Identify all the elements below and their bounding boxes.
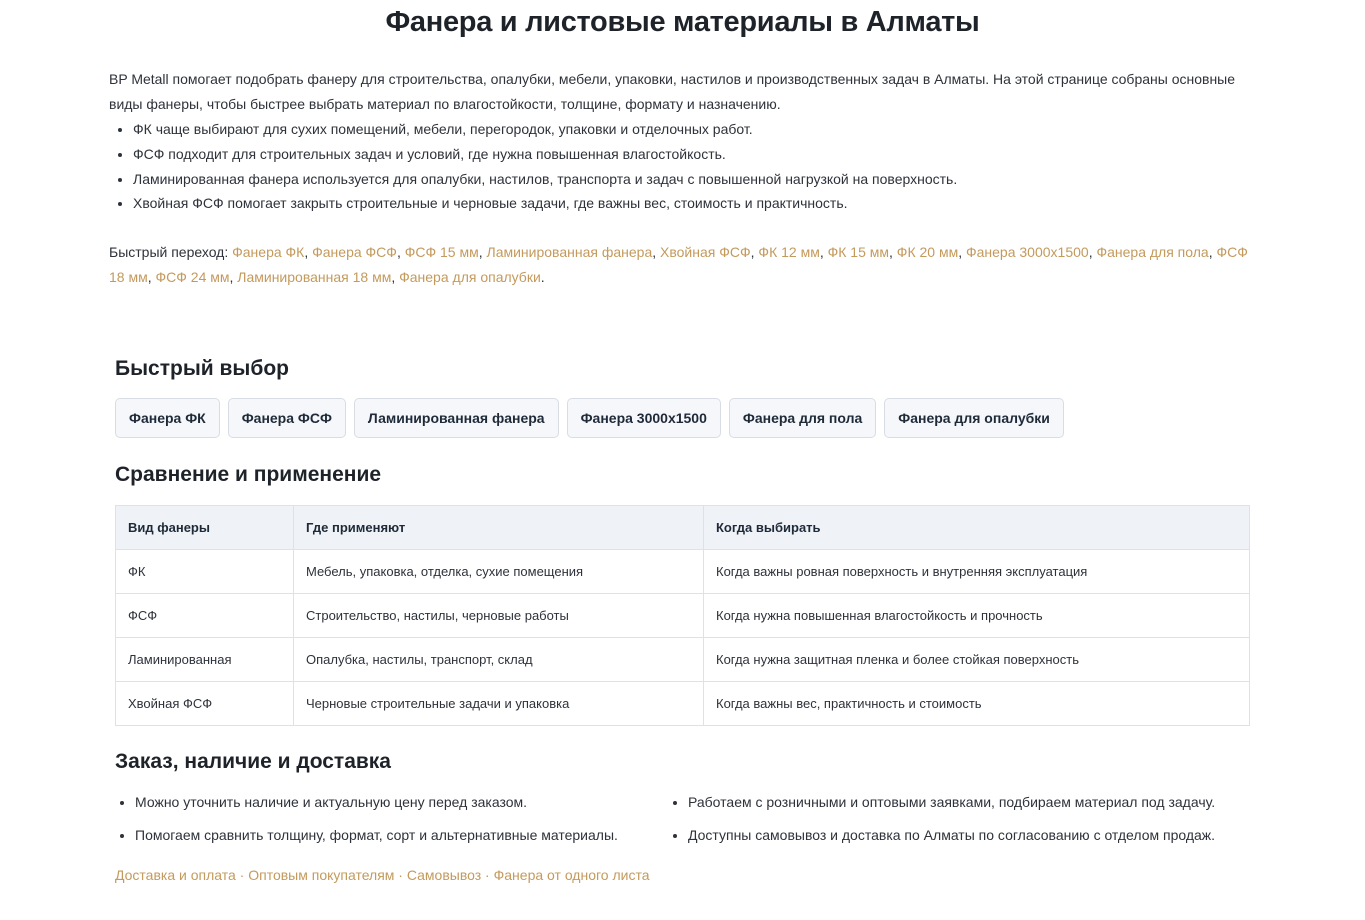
quick-nav-link[interactable]: Ламинированная 18 мм: [237, 269, 392, 285]
table-cell: Когда нужна повышенная влагостойкость и прочность: [704, 594, 1250, 638]
quick-select-chips: [115, 398, 1064, 438]
table-row: [116, 682, 1250, 726]
quick-nav-separator: ,: [652, 244, 661, 260]
order-item: • Помогаем сравнить толщину, формат, сорт и альтернативные материалы.: [135, 823, 668, 848]
quick-nav-link[interactable]: ФСФ 24 мм: [155, 269, 230, 285]
wholesale-link[interactable]: Оптовым покупателям: [248, 867, 395, 883]
chip-fanera-fk[interactable]: Фанера ФК: [115, 398, 220, 438]
table-cell: Хвойная ФСФ: [116, 682, 294, 726]
intro-bullet: • ФСФ подходит для строительных задач и условий, где нужна повышенная влагостойкость.: [133, 142, 957, 167]
quick-nav-end: .: [540, 269, 545, 285]
quick-nav-link[interactable]: ФСФ 18 мм: [109, 244, 1248, 285]
order-info: [115, 790, 1265, 856]
order-item: • Можно уточнить наличие и актуальную цену перед заказом.: [135, 790, 668, 815]
order-column-left: [115, 790, 668, 856]
quick-nav-link[interactable]: Хвойная ФСФ: [660, 244, 751, 260]
footer-separator: ·: [481, 867, 494, 883]
table-cell: Когда важны вес, практичность и стоимость: [704, 682, 1250, 726]
quick-nav-separator: ,: [889, 244, 897, 260]
quick-nav-link[interactable]: Фанера ФСФ: [312, 244, 397, 260]
order-item: • Доступны самовывоз и доставка по Алматы по согласованию с отделом продаж.: [688, 823, 1258, 848]
quick-nav-link[interactable]: ФК 20 мм: [896, 244, 959, 260]
chip-3000x1500[interactable]: Фанера 3000х1500: [567, 398, 721, 438]
quick-nav-separator: ,: [391, 269, 400, 285]
quick-nav-label: Быстрый переход:: [109, 244, 229, 260]
order-item: • Работаем с розничными и оптовыми заявками, подбираем материал под задачу.: [688, 790, 1258, 815]
quick-nav-separator: ,: [819, 244, 828, 260]
quick-nav: [109, 240, 1259, 290]
column-header: Вид фанеры: [116, 506, 294, 550]
intro-paragraph: BP Metall помогает подобрать фанеру для строительства, опалубки, мебели, упаковки, настилов и производственных задач в Алматы. На этой странице собраны основные виды фанеры, чтобы быстрее выбрать материал по влагостойкости, толщине, формату и назначению.: [109, 71, 1236, 112]
table-cell: Черновые строительные задачи и упаковка: [294, 682, 704, 726]
intro-bullet: • ФК чаще выбирают для сухих помещений, мебели, перегородок, упаковки и отделочных работ.: [133, 117, 957, 142]
table-cell: Когда важны ровная поверхность и внутренняя эксплуатация: [704, 550, 1250, 594]
intro-bullets: [109, 117, 957, 216]
footer-separator: ·: [235, 867, 249, 883]
table-cell: Мебель, упаковка, отделка, сухие помещения: [294, 550, 704, 594]
order-list: [115, 790, 668, 848]
intro-bullet: • Ламинированная фанера используется для опалубки, настилов, транспорта и задач с повышенной нагрузкой на поверхность.: [133, 167, 957, 192]
table-cell: ФСФ: [116, 594, 294, 638]
intro-text: [109, 67, 1259, 117]
page-title: Фанера и листовые материалы в Алматы: [385, 6, 980, 38]
quick-nav-link[interactable]: ФСФ 15 мм: [404, 244, 479, 260]
footer-separator: ·: [394, 867, 407, 883]
table-row: [116, 594, 1250, 638]
pickup-link[interactable]: Самовывоз: [406, 867, 482, 883]
chip-fanera-fsf[interactable]: Фанера ФСФ: [228, 398, 346, 438]
intro-bullet: • Хвойная ФСФ помогает закрыть строительные и черновые задачи, где важны вес, стоимость и практичность.: [133, 191, 957, 216]
quick-nav-separator: ,: [229, 269, 238, 285]
table-cell: Опалубка, настилы, транспорт, склад: [294, 638, 704, 682]
table-header-row: [116, 506, 1250, 550]
order-column-right: [668, 790, 1258, 856]
quick-nav-link[interactable]: ФК 12 мм: [758, 244, 820, 260]
quick-nav-link[interactable]: Фанера 3000х1500: [965, 244, 1089, 260]
comparison-table: [115, 505, 1250, 726]
comparison-heading: Сравнение и применение: [115, 463, 382, 486]
quick-nav-separator: ,: [1088, 244, 1097, 260]
chip-floor[interactable]: Фанера для пола: [729, 398, 876, 438]
order-heading: Заказ, наличие и доставка: [115, 750, 391, 773]
order-list: [668, 790, 1258, 848]
delivery-link[interactable]: Доставка и оплата: [115, 867, 236, 883]
single-sheet-link[interactable]: Фанера от одного листа: [493, 867, 650, 883]
quick-select-heading: Быстрый выбор: [115, 357, 289, 380]
table-cell: Когда нужна защитная пленка и более стойкая поверхность: [704, 638, 1250, 682]
quick-nav-separator: ,: [478, 244, 487, 260]
quick-nav-separator: ,: [1208, 244, 1217, 260]
column-header: Где применяют: [294, 506, 704, 550]
chip-formwork[interactable]: Фанера для опалубки: [884, 398, 1064, 438]
footer-links: [115, 867, 649, 883]
quick-nav-link[interactable]: Фанера для опалубки: [399, 269, 541, 285]
quick-nav-separator: ,: [304, 244, 313, 260]
quick-nav-separator: ,: [396, 244, 405, 260]
table-row: [116, 550, 1250, 594]
table-cell: Строительство, настилы, черновые работы: [294, 594, 704, 638]
quick-nav-separator: ,: [147, 269, 156, 285]
column-header: Когда выбирать: [704, 506, 1250, 550]
quick-nav-link[interactable]: Ламинированная фанера: [486, 244, 653, 260]
quick-nav-separator: ,: [958, 244, 966, 260]
quick-nav-link[interactable]: Фанера ФК: [232, 244, 305, 260]
table-cell: Ламинированная: [116, 638, 294, 682]
quick-nav-separator: ,: [750, 244, 759, 260]
table-row: [116, 638, 1250, 682]
chip-laminated[interactable]: Ламинированная фанера: [354, 398, 559, 438]
quick-nav-link[interactable]: Фанера для пола: [1096, 244, 1209, 260]
table-cell: ФК: [116, 550, 294, 594]
quick-nav-link[interactable]: ФК 15 мм: [827, 244, 890, 260]
